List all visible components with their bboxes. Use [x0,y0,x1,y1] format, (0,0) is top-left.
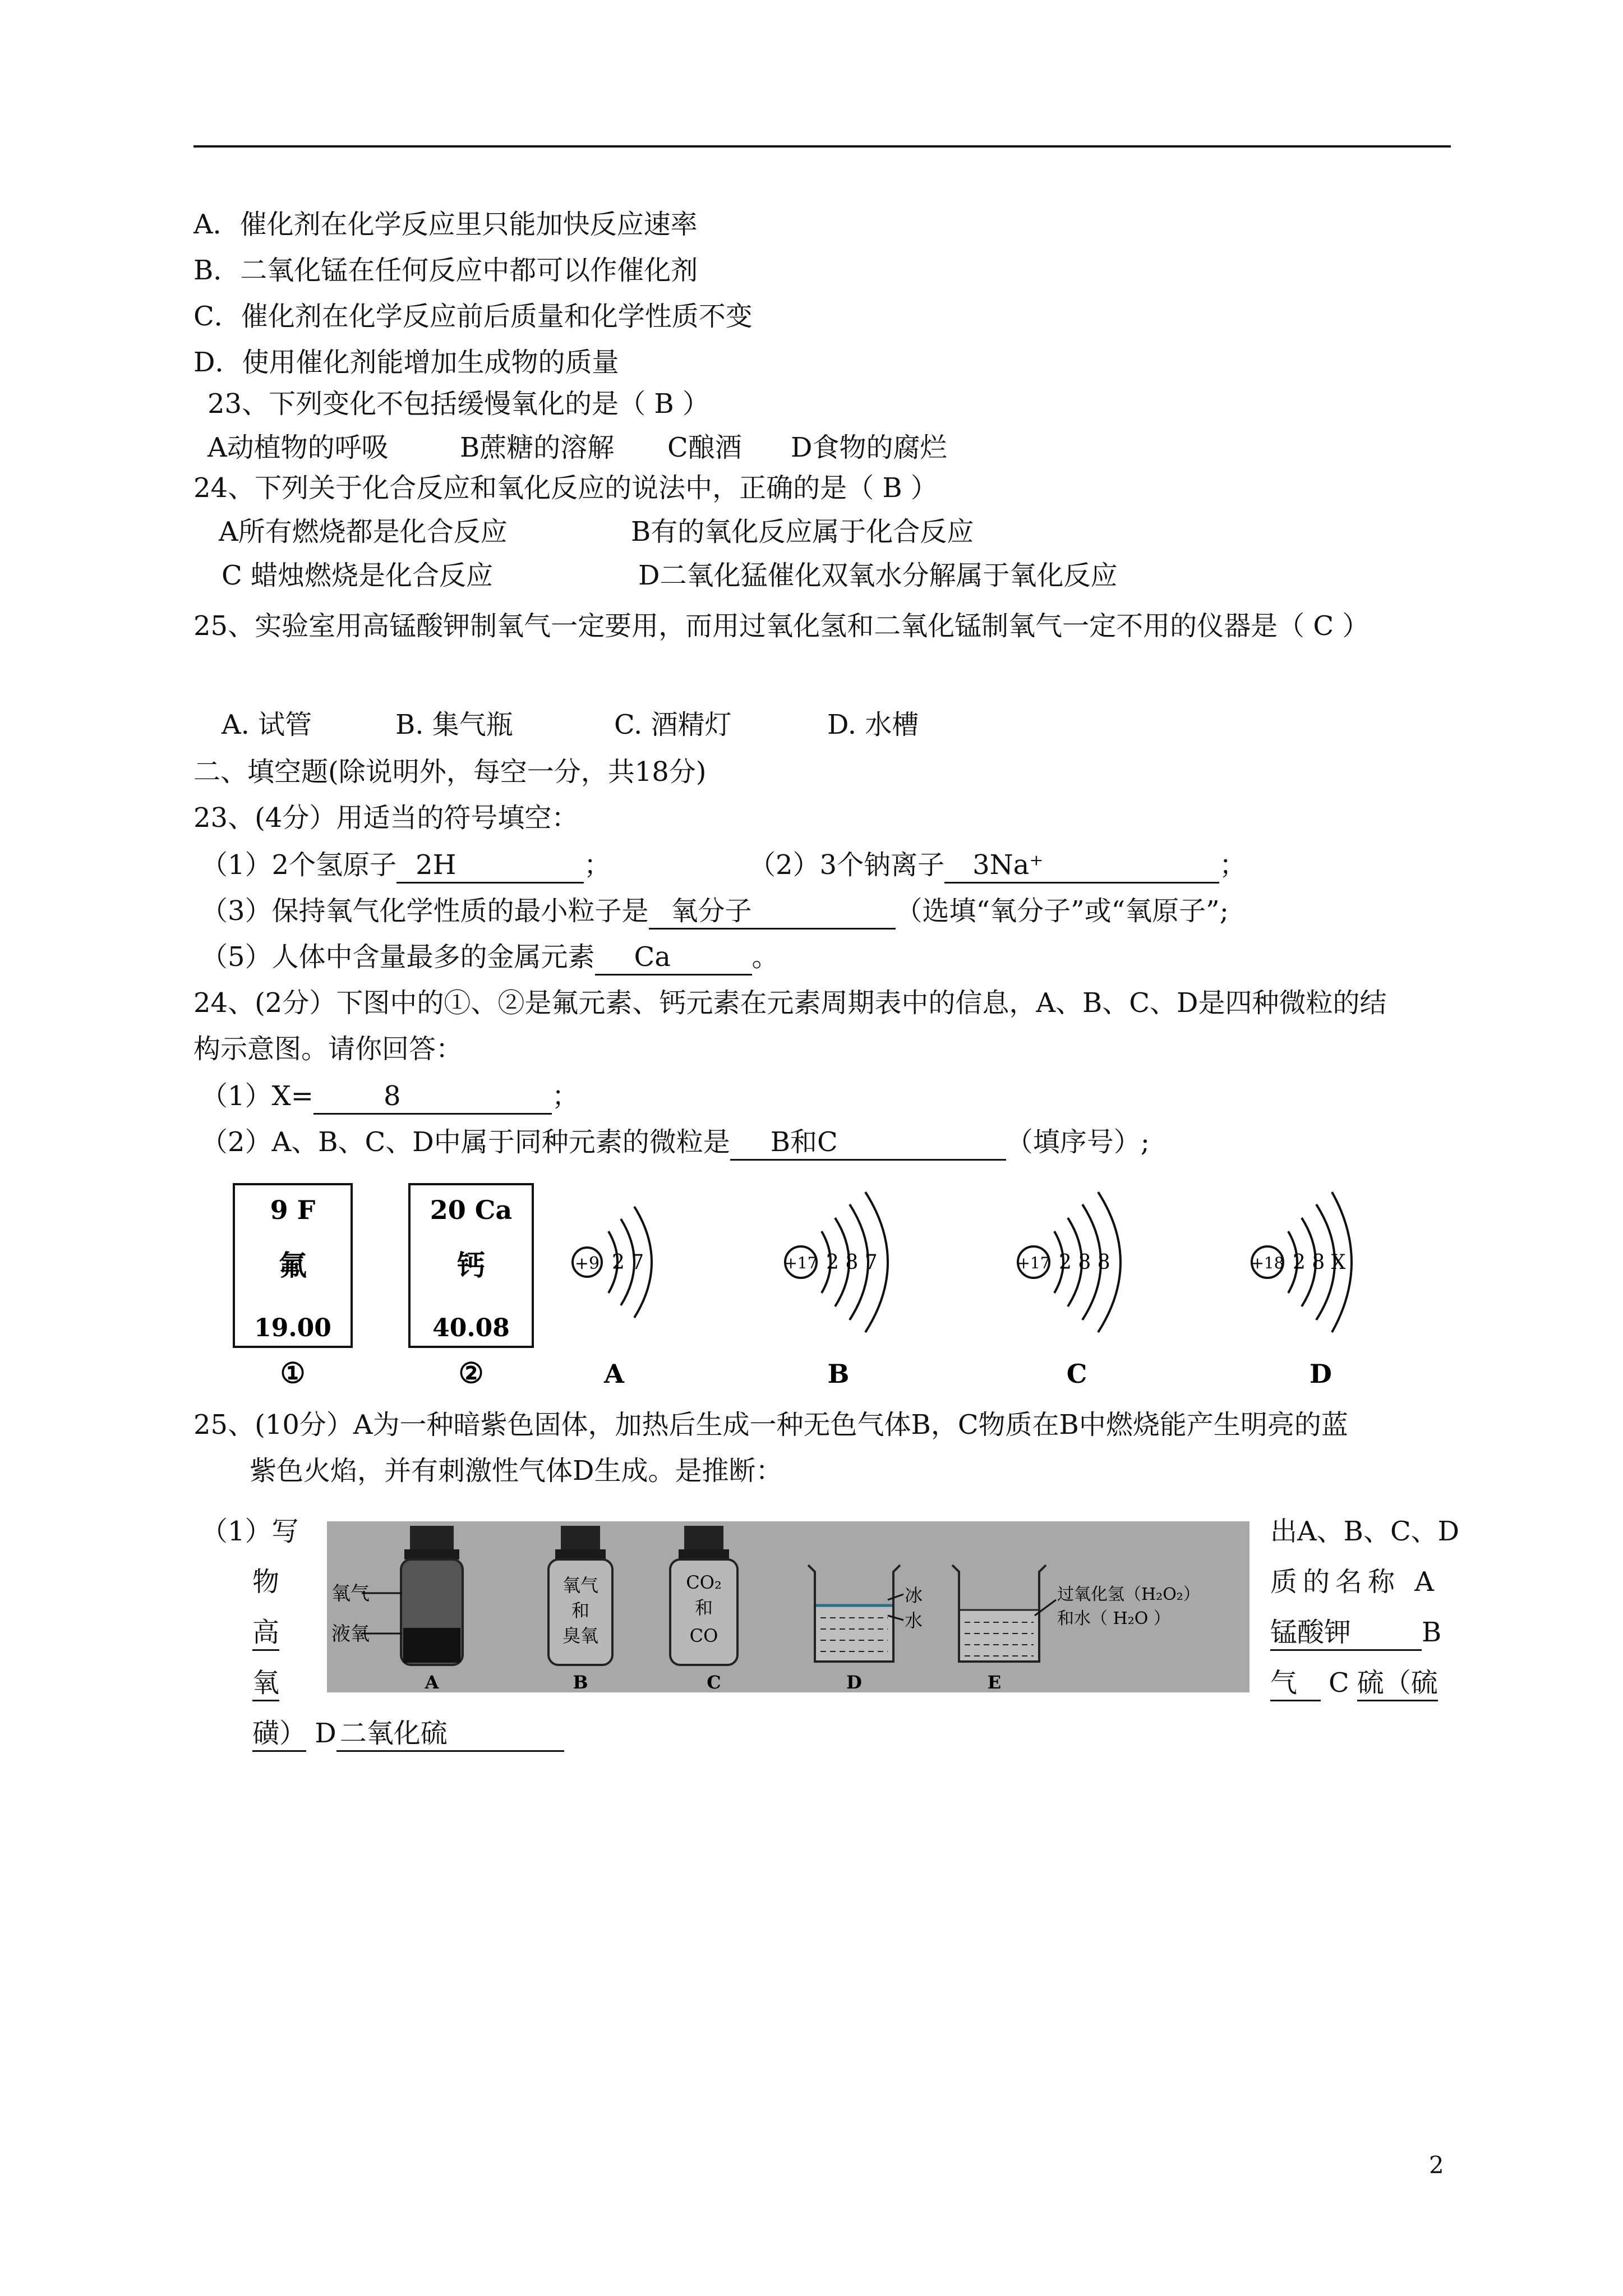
f23-1-label: （1）2个氢原子 [201,849,397,881]
card2-mark: ② [458,1356,484,1389]
f25-left-1: （1）写 [201,1516,299,1547]
f23-5-label: （5）人体中含量最多的金属元素 [201,941,595,973]
svg-text:+17: +17 [1017,1254,1050,1272]
q24-option-a: A所有燃烧都是化合反应 [219,516,508,547]
f23-3-label: （3）保持氧气化学性质的最小粒子是 [201,895,649,927]
svg-text:CO: CO [689,1625,718,1646]
f25-right-2: 质的名称 A [1270,1566,1440,1598]
q25-option-a: A. 试管 [222,709,312,740]
svg-text:和: 和 [571,1600,590,1621]
q24-option-b: B有的氧化反应属于化合反应 [631,516,974,547]
card2-symbol: 20 Ca [430,1195,513,1225]
card2-name: 钙 [457,1249,485,1282]
svg-text:D: D [1310,1359,1332,1389]
svg-text:+17: +17 [784,1254,818,1272]
f25-head-2: 紫色火焰，并有刺激性气体D生成。是推断： [250,1455,783,1487]
f24-head-1: 24、(2分）下图中的①、②是氟元素、钙元素在元素周期表中的信息，A、B、C、D是四种微粒的结 [193,987,1387,1019]
svg-text:臭氧: 臭氧 [562,1625,599,1646]
f23-5-answer: Ca [595,941,752,976]
svg-text:氧气: 氧气 [562,1575,599,1596]
q22-option-b: B．二氧化锰在任何反应中都可以作催化剂 [193,255,698,286]
f24-2-tail: （填序号）; [1006,1126,1150,1158]
q22-option-c: C．催化剂在化学反应前后质量和化学性质不变 [193,301,753,332]
f25-left-3: 高 [252,1616,279,1651]
section2-title: 二、填空题(除说明外，每空一分，共18分) [193,756,707,788]
f24-2-answer: B和C [730,1126,1006,1161]
svg-text:+9: +9 [574,1254,600,1273]
card2-mass: 40.08 [432,1314,510,1342]
f25-left-2: 物 [252,1566,280,1598]
f23-item-5: （5）人体中含量最多的金属元素 Ca 。 [201,940,779,976]
f24-item-1: （1）X= 8 ； [201,1079,579,1115]
svg-text:D: D [846,1672,862,1692]
svg-text:2 7: 2 7 [612,1251,644,1274]
svg-text:+18: +18 [1251,1254,1284,1272]
svg-text:冰: 冰 [905,1585,923,1606]
f23-2-label: （2）3个钠离子 [749,849,945,881]
svg-text:C: C [707,1672,721,1692]
card1-symbol: 9 F [270,1195,316,1225]
f24-1-label: （1）X= [201,1080,313,1112]
q24-option-d: D二氧化猛催化双氧水分解属于氧化反应 [638,560,1118,591]
svg-text:和水（ H₂O ）: 和水（ H₂O ） [1057,1609,1170,1628]
svg-text:过氧化氢（H₂O₂）: 过氧化氢（H₂O₂） [1057,1585,1200,1604]
svg-text:CO₂: CO₂ [686,1572,722,1593]
card1-mass: 19.00 [254,1314,331,1342]
svg-text:A: A [604,1359,624,1389]
f25-right-4: 气 C 硫（硫 [1270,1666,1438,1701]
q22-option-d: D．使用催化剂能增加生成物的质量 [193,347,619,378]
f25-d-answer: 二氧化硫 [336,1718,564,1752]
svg-text:E: E [987,1672,1002,1692]
svg-text:B: B [827,1359,850,1389]
f23-head: 23、(4分）用适当的符号填空： [193,802,579,834]
svg-text:水: 水 [905,1610,923,1631]
svg-text:液氧: 液氧 [331,1623,370,1645]
f23-1-answer: 2H [396,849,584,884]
svg-text:B: B [573,1672,588,1692]
f23-3-answer: 氧分子 [649,895,896,930]
card1-name: 氟 [279,1249,307,1282]
f25-d-label: D [315,1718,336,1749]
svg-text:A: A [425,1672,439,1692]
f23-item-1: （1）2个氢原子 2H ； [201,848,611,884]
svg-text:C: C [1066,1359,1087,1389]
f23-item-2: （2）3个钠离子 3Na⁺ ； [749,848,1246,884]
q23-stem: 23、下列变化不包括缓慢氧化的是（ B ） [208,388,709,420]
page-number: 2 [1429,2151,1444,2179]
q24-stem: 24、下列关于化合反应和氧化反应的说法中，正确的是（ B ） [193,472,938,504]
bottles-beakers-figure [327,1521,1249,1692]
f23-2-answer: 3Na⁺ [944,849,1219,884]
f25-left-5: 磺） D 二氧化硫 [252,1717,564,1752]
svg-text:2 8 7: 2 8 7 [826,1251,878,1274]
f24-item-2 [201,1125,1150,1161]
f24-2-label: （2）A、B、C、D中属于同种元素的微粒是 [201,1126,730,1158]
f25-left-4: 氧 [252,1666,279,1701]
q25-option-d: D. 水槽 [827,709,919,740]
q25-stem: 25、实验室用高锰酸钾制氧气一定要用，而用过氧化氢和二氧化锰制氧气一定不用的仪器是（ C ） [193,610,1370,642]
q23-option-d: D食物的腐烂 [791,432,947,463]
f24-head-2: 构示意图。请你回答： [193,1033,463,1065]
f25-right-1: 出A、B、C、D [1270,1516,1460,1547]
f25-right-3: 锰酸钾 B [1270,1616,1441,1651]
q22-option-a: A．催化剂在化学反应里只能加快反应速率 [193,209,698,240]
svg-text:和: 和 [694,1597,713,1618]
q25-option-b: B. 集气瓶 [395,709,513,740]
f24-1-answer: 8 [313,1080,552,1115]
q23-option-a: A动植物的呼吸 [208,432,389,463]
f23-3-tail: （选填“氧分子”或“氧原子”; [895,895,1229,927]
atom-structure-figure [222,1175,1377,1391]
f23-item-3 [201,894,1229,930]
q23-option-c: C酿酒 [667,432,742,463]
svg-text:2 8 8: 2 8 8 [1059,1251,1110,1274]
q23-option-b: B蔗糖的溶解 [460,432,615,463]
q24-option-c: C 蜡烛燃烧是化合反应 [222,560,493,591]
q25-option-c: C. 酒精灯 [614,709,732,740]
header-rule [193,145,1451,148]
svg-text:2 8 X: 2 8 X [1293,1251,1346,1274]
card1-mark: ① [280,1356,306,1389]
f25-head-1: 25、(10分）A为一种暗紫色固体，加热后生成一种无色气体B，C物质在B中燃烧能产生明亮的蓝 [193,1409,1348,1441]
svg-text:氧气: 氧气 [331,1582,370,1605]
